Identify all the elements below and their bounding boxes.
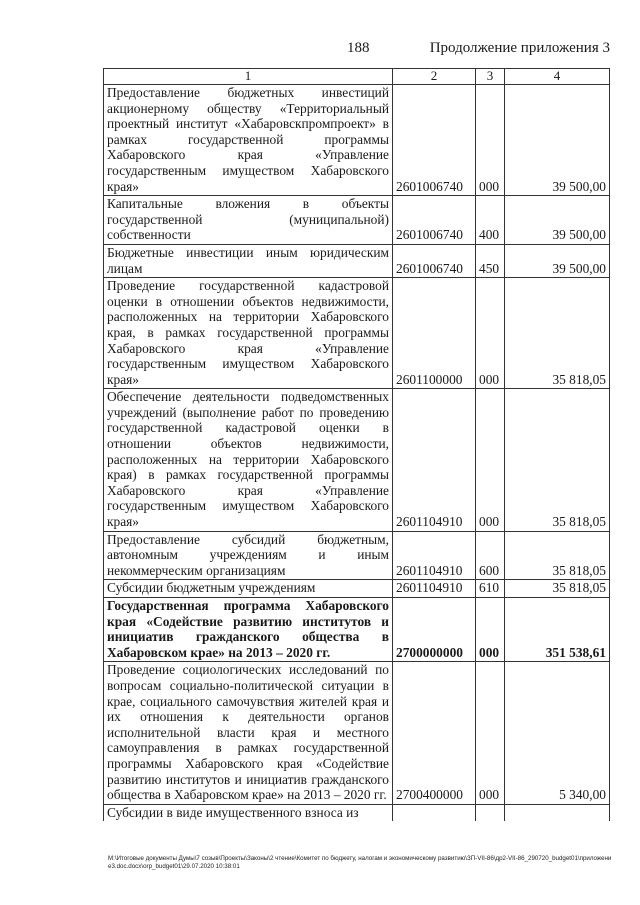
row-kind: 400 [476,196,505,245]
table-row [104,244,610,277]
row-kind: 000 [476,278,505,389]
row-code: 2601104910 [393,389,476,531]
row-code: 2601104910 [393,531,476,580]
row-name: Предоставление субсидий бюджетным, автономным учреждениям и иным некоммерческим организациям [104,531,393,580]
table-row [104,662,610,804]
row-amount: 351 538,61 [505,598,610,662]
row-code: 2601104910 [393,580,476,598]
budget-table [103,68,610,821]
row-name: Субсидии в виде имущественного взноса из [104,804,393,821]
table-row [104,85,610,196]
column-header: 2 [393,69,476,85]
table-row [104,278,610,389]
row-kind: 600 [476,531,505,580]
table-row-partial [104,804,610,821]
row-amount: 39 500,00 [505,85,610,196]
row-amount: 5 340,00 [505,662,610,804]
row-amount: 39 500,00 [505,244,610,277]
row-kind: 000 [476,662,505,804]
page-number: 188 [347,40,370,56]
row-amount: 35 818,05 [505,278,610,389]
row-name: Проведение социологических исследований по вопросам социально-политической ситуации в крае, социального самочувствия жителей края и их отношения к деятельности органов исполнительной власти края и местного самоуправления в рамках государственной программы Хабаровского края «Содействие развитию институтов и инициатив гражданского общества в Хабаровском крае» на 2013 – 2020 гг. [104,662,393,804]
row-amount: 35 818,05 [505,580,610,598]
file-path-footer: M:\Итоговые документы Думы\7 созыв\Проекты\Законы\2 чтение\Комитет по бюджету, налогам и экономическому развитию\ЗП-VII-86\др2-VII-86_290720_budget01\приложение3.doc.docx\orp_budget01\29.07.2020 10:38:01 [108,855,612,870]
column-header: 1 [104,69,393,85]
column-header: 3 [476,69,505,85]
row-code: 2700400000 [393,662,476,804]
row-kind: 000 [476,85,505,196]
row-kind [476,804,505,821]
row-name: Проведение государственной кадастровой оценки в отношении объектов недвижимости, расположенных на территории Хабаровского края, в рамках государственной программы Хабаровского края «Управление государственным имуществом Хабаровского края» [104,278,393,389]
row-name: Предоставление бюджетных инвестиций акционерному обществу «Территориальный проектный институт «Хабаровскпромпроект» в рамках государственной программы Хабаровского края «Управление государственным имуществом Хабаровского края» [104,85,393,196]
row-amount [505,804,610,821]
row-code: 2601006740 [393,244,476,277]
row-name: Бюджетные инвестиции иным юридическим лицам [104,244,393,277]
row-kind: 000 [476,598,505,662]
table-row [104,580,610,598]
row-code: 2700000000 [393,598,476,662]
continuation-label: Продолжение приложения 3 [429,40,610,56]
row-code: 2601100000 [393,278,476,389]
row-amount: 39 500,00 [505,196,610,245]
row-name: Субсидии бюджетным учреждениям [104,580,393,598]
row-name: Государственная программа Хабаровского края «Содействие развитию институтов и инициатив гражданского общества в Хабаровском крае» на 2013 – 2020 гг. [104,598,393,662]
row-kind: 450 [476,244,505,277]
table-header-row [104,69,610,85]
table-row [104,531,610,580]
row-amount: 35 818,05 [505,531,610,580]
row-kind: 610 [476,580,505,598]
row-name: Обеспечение деятельности подведомственных учреждений (выполнение работ по проведению государственной кадастровой оценки в отношении объектов недвижимости, расположенных на территории Хабаровского края) в рамках государственной программы Хабаровского края «Управление государственным имуществом Хабаровского края» [104,389,393,531]
row-code: 2601006740 [393,85,476,196]
row-code: 2601006740 [393,196,476,245]
row-code [393,804,476,821]
table-row-program-total [104,598,610,662]
row-kind: 000 [476,389,505,531]
table-row [104,196,610,245]
row-name: Капитальные вложения в объекты государственной (муниципальной) собственности [104,196,393,245]
column-header: 4 [505,69,610,85]
row-amount: 35 818,05 [505,389,610,531]
table-row [104,389,610,531]
